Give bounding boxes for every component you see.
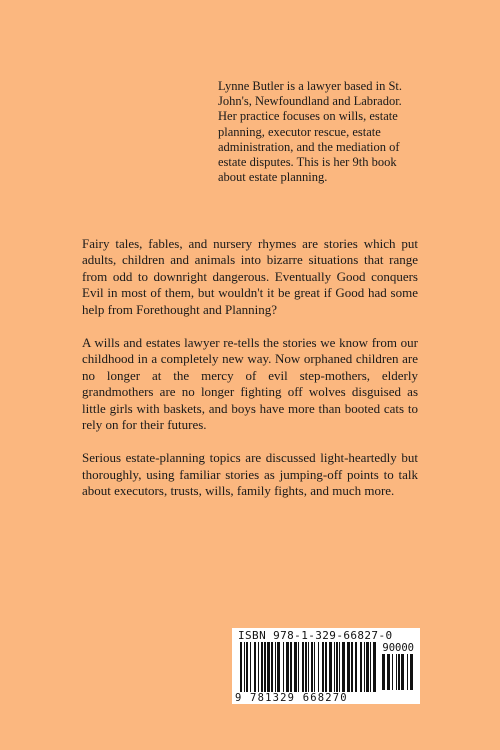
isbn-label: ISBN 978-1-329-66827-0 [238, 629, 393, 642]
book-description [82, 236, 418, 517]
description-paragraph-2: A wills and estates lawyer re-tells the stories we know from our childhood in a completely new way. Now orphaned children are no longer at the mercy of evil step-mothers, elderly grandmothers are no longer fighting off wolves disguised as little girls with baskets, and boys have more than booted cats to rely on for their futures. [82, 335, 418, 433]
author-bio: Lynne Butler is a lawyer based in St. John's, Newfoundland and Labrador. Her practice focuses on wills, estate planning, executor rescue, estate administration, and the mediation of estate disputes. This is her 9th book about estate planning. [218, 79, 402, 185]
ean-digits: 9 781329 668270 [235, 692, 348, 704]
barcode-bars [238, 642, 378, 694]
addon-barcode-bars [380, 654, 414, 694]
description-paragraph-1: Fairy tales, fables, and nursery rhymes are stories which put adults, children and animals into bizarre situations that range from odd to downright dangerous. Eventually Good conquers Evil in most of them, but wouldn't it be great if Good had some help from Forethought and Planning? [82, 236, 418, 317]
description-paragraph-3: Serious estate-planning topics are discussed light-heartedly but thoroughly, using familiar stories as jumping-off points to talk about executors, trusts, wills, family fights, and much more. [82, 450, 418, 499]
isbn-barcode [232, 628, 420, 704]
price-code: 90000 [382, 642, 414, 654]
